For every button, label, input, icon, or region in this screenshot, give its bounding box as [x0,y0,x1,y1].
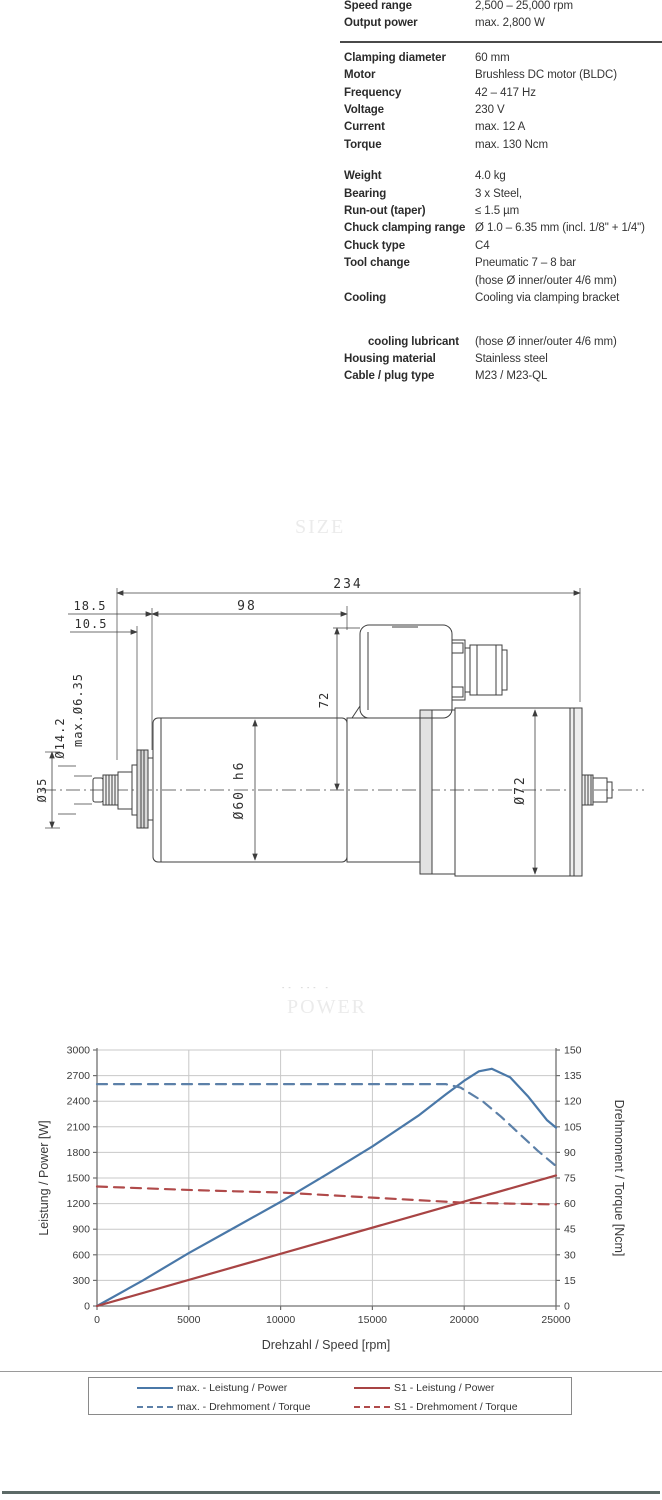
dim-label-234: 234 [333,577,363,592]
spec-label: Chuck type [344,239,405,252]
svg-text:1500: 1500 [66,1172,90,1185]
svg-text:0: 0 [84,1300,90,1313]
spec-row [344,85,662,102]
dim-label-72: 72 [317,691,331,709]
svg-text:2100: 2100 [66,1121,90,1134]
spec-value: Ø 1.0 – 6.35 mm (incl. 1/8" + 1/4") [475,222,645,235]
svg-text:150: 150 [564,1044,582,1057]
spec-label: Speed range [344,0,412,12]
spec-row [344,50,662,67]
svg-text:105: 105 [564,1121,582,1134]
spec-label: Bearing [344,187,387,200]
legend-top-rule [0,1371,662,1372]
svg-text:0: 0 [94,1314,100,1326]
spec-row [344,168,662,185]
spec-row [344,368,662,385]
power-torque-chart [0,1036,662,1336]
faint-marks: -- --- - [282,985,332,992]
svg-text:20000: 20000 [449,1314,479,1326]
spec-value: 42 – 417 Hz [475,86,536,99]
power-watermark: POWER [287,996,367,1018]
svg-text:900: 900 [72,1223,90,1236]
svg-text:30: 30 [564,1249,576,1262]
spec-value: max. 2,800 W [475,17,545,30]
x-axis-label: Drehzahl / Speed [rpm] [261,1338,391,1352]
spec-value: 4.0 kg [475,170,506,183]
spec-label: Motor [344,69,376,82]
bottom-rule [2,1491,660,1494]
spec-value: Cooling via clamping bracket [475,292,620,305]
legend-label: S1 - Leistung / Power [394,1381,495,1394]
svg-text:2400: 2400 [66,1095,90,1108]
dim-label-dia6-35: max.Ø6.35 [71,672,85,748]
svg-text:135: 135 [564,1070,582,1083]
spec-row [344,290,662,307]
legend-label: S1 - Drehmoment / Torque [394,1400,518,1413]
spec-value: 60 mm [475,51,510,64]
spec-row [344,119,662,136]
spec-label: Frequency [344,86,402,99]
spec-row [344,137,662,154]
spec-row [344,67,662,84]
legend-line-swatch [137,1406,173,1408]
spec-value: 3 x Steel, [475,187,522,200]
spec-value: max. 130 Ncm [475,138,548,151]
spec-value: Brushless DC motor (BLDC) [475,69,617,82]
spec-label: Tool change [344,257,410,270]
svg-text:2700: 2700 [66,1070,90,1083]
svg-text:5000: 5000 [177,1314,201,1326]
svg-text:45: 45 [564,1223,576,1236]
dim-label-dia60: Ø60 h6 [232,760,247,820]
legend-item [137,1401,354,1413]
y-axis-label-right: Drehmoment / Torque [Ncm] [612,1099,626,1257]
spec-row [344,0,662,15]
dim-label-98: 98 [237,599,257,614]
spec-row [344,15,662,32]
spec-label: Chuck clamping range [344,222,466,235]
svg-text:75: 75 [564,1172,576,1185]
spec-divider [340,41,662,43]
spec-row [344,203,662,220]
size-watermark: SIZE [295,516,346,538]
spec-row [344,186,662,203]
svg-text:3000: 3000 [66,1044,90,1057]
spec-label: Current [344,121,385,134]
spec-label: Run-out (taper) [344,205,426,218]
spec-row [344,102,662,119]
svg-text:120: 120 [564,1095,582,1108]
spec-value: (hose Ø inner/outer 4/6 mm) [475,335,617,348]
spec-value: Pneumatic 7 – 8 bar (hose Ø inner/outer 4/6 mm) [475,257,617,287]
svg-text:15: 15 [564,1274,576,1287]
dim-label-dia72: Ø72 [513,775,528,805]
legend-item [137,1382,354,1394]
svg-text:10000: 10000 [265,1314,296,1326]
dim-label-dia35: Ø35 [35,777,49,803]
spec-label: Torque [344,138,382,151]
spec-value: max. 12 A [475,121,526,134]
spec-value: 230 V [475,104,505,117]
svg-text:600: 600 [72,1249,90,1262]
legend-line-swatch [354,1387,390,1389]
legend-item [354,1382,571,1394]
svg-text:90: 90 [564,1146,576,1159]
y-axis-label-left: Leistung / Power [W] [37,1120,51,1236]
spec-label: Housing material [344,352,436,365]
spec-value: 2,500 – 25,000 rpm [475,0,573,12]
spec-label: Voltage [344,104,384,117]
legend-item [354,1401,571,1413]
dim-label-dia14-2: Ø14.2 [53,717,67,759]
svg-text:60: 60 [564,1198,576,1211]
spec-label: Cable / plug type [344,370,435,383]
spec-value: C4 [475,239,490,252]
spec-label: Weight [344,170,382,183]
legend-label: max. - Drehmoment / Torque [177,1400,311,1413]
dim-label-10-5: 10.5 [74,617,108,631]
chart-legend [88,1377,572,1415]
svg-text:300: 300 [72,1274,90,1287]
dim-label-18-5: 18.5 [73,599,107,613]
spec-value: Stainless steel [475,352,548,365]
svg-text:15000: 15000 [357,1314,388,1326]
svg-text:25000: 25000 [541,1314,571,1326]
legend-line-swatch [354,1406,390,1408]
spec-label: Clamping diameter [344,51,446,64]
legend-line-swatch [137,1387,173,1389]
spec-row [344,351,662,368]
spec-table [344,0,662,386]
spec-value: M23 / M23-QL [475,370,548,383]
spec-row [344,334,662,351]
spec-value: ≤ 1.5 µm [475,205,520,218]
spec-row [344,255,662,290]
series-dashed-torque [97,1084,556,1166]
svg-text:1200: 1200 [66,1198,90,1211]
spec-label: Cooling [344,292,387,305]
legend-label: max. - Leistung / Power [177,1381,288,1394]
svg-text:1800: 1800 [66,1146,90,1159]
spec-label: cooling lubricant [368,335,459,348]
technical-drawing [0,570,662,905]
svg-text:0: 0 [564,1300,570,1313]
spec-label: Output power [344,17,418,30]
spec-row [344,238,662,255]
spec-row [344,220,662,237]
